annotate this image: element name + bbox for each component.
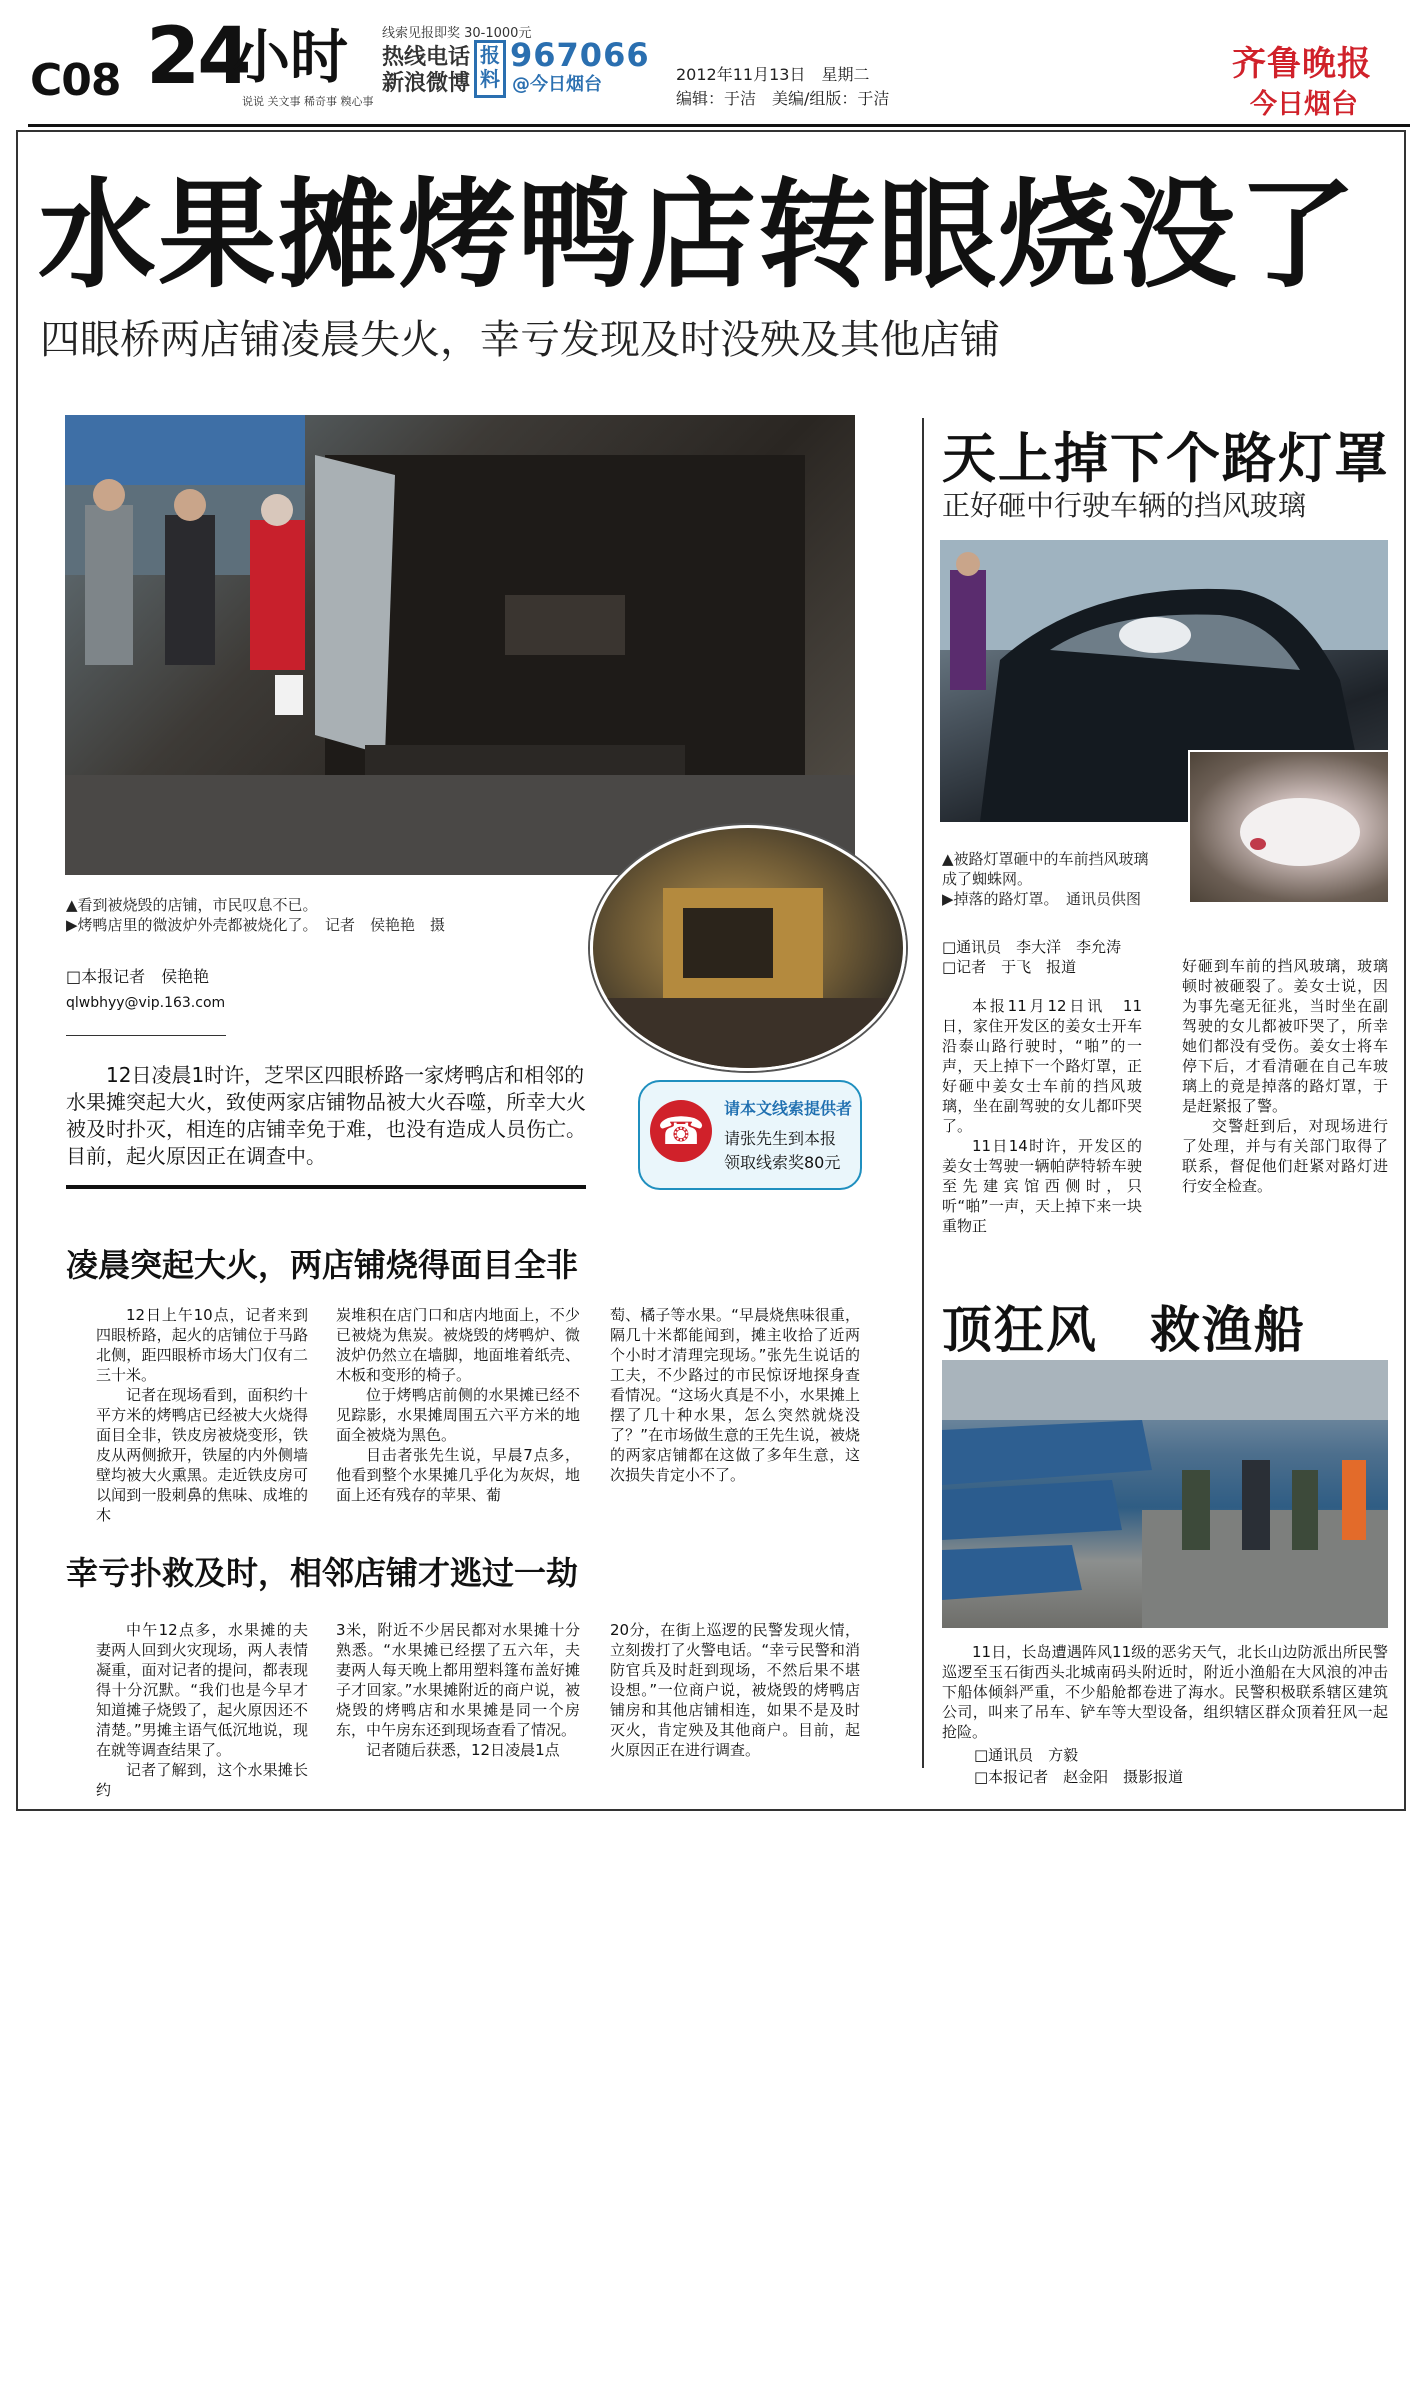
reward-box	[638, 1080, 862, 1190]
paragraph: 炭堆积在店门口和店内地面上，不少已被烧为焦炭。被烧毁的烤鸭炉、微波炉仍然立在墙脚，地面堆着纸壳、木板和变形的椅子。	[336, 1306, 580, 1384]
reward-text: 领取线索奖80元	[724, 1153, 841, 1172]
side-subheadline: 正好砸中行驶车辆的挡风玻璃	[942, 489, 1307, 522]
paragraph: 好砸到车前的挡风玻璃，玻璃顿时被砸裂了。姜女士说，因为事先毫无征兆，当时坐在副驾驶的女儿都被吓哭了，所幸她们都没有受伤。姜女士将车停下后，才看清砸在自己车玻璃上的竟是掉落的路灯罩，于是赶紧报了警。	[1182, 957, 1388, 1115]
paragraph: 中午12点多，水果摊的夫妻两人回到火灾现场，两人表情凝重，面对记者的提问，都表现得十分沉默。“我们也是今早才知道摊子烧毁了，起火原因还不清楚。”男摊主语气低沉地说，现在就等调查结果了。	[96, 1621, 308, 1759]
lead-paragraph: 12日凌晨1时许，芝罘区四眼桥路一家烤鸭店和相邻的水果摊突起大火，致使两家店铺物品被大火吞噬，所幸大火被及时扑灭，相连的店铺幸免于难，也没有造成人员伤亡。目前，起火原因正在调查中。	[66, 1063, 586, 1168]
reward-text: 请张先生到本报	[724, 1129, 837, 1148]
baoliao-badge: 报料	[474, 40, 506, 98]
weibo-handle: @今日烟台	[512, 74, 602, 95]
page-number: C08	[30, 55, 121, 106]
hotline-label: 热线电话	[382, 45, 471, 70]
photo-caption: ▲看到被烧毁的店铺，市民叹息不已。	[66, 896, 318, 914]
rescue-illustration	[942, 1360, 1388, 1628]
paragraph: 11日14时许，开发区的姜女士驾驶一辆帕萨特轿车驶至先建宾馆西侧时，只听“啪”一声，天上掉下来一块重物正	[942, 1137, 1142, 1235]
microwave-illustration	[593, 828, 903, 1068]
burnt-microwave-photo	[590, 825, 906, 1071]
paragraph: 记者了解到，这个水果摊长约	[96, 1761, 308, 1799]
paragraph: 记者在现场看到，面积约十平方米的烤鸭店已经被大火烧得面目全非，铁皮房被烧变形，铁皮从两侧掀开，铁屋的内外侧墙壁均被大火熏黑。走近铁皮房可以闻到一股刺鼻的焦味、成堆的木	[96, 1386, 308, 1524]
fire-scene-illustration	[65, 415, 855, 875]
hotline-number: 967066	[510, 36, 650, 74]
divider	[66, 1185, 586, 1189]
side-headline: 天上掉下个路灯罩	[942, 427, 1390, 490]
main-subheadline: 四眼桥两店铺凌晨失火，幸亏发现及时没殃及其他店铺	[40, 317, 1000, 363]
photo-caption: ▶掉落的路灯罩。 通讯员供图	[942, 890, 1142, 908]
newspaper-masthead: 齐鲁晚报	[1232, 44, 1372, 84]
fire-scene-photo	[65, 415, 855, 875]
photo-caption: ▶烤鸭店里的微波炉外壳都被烧化了。 记者 侯艳艳 摄	[66, 916, 446, 934]
column-divider	[922, 418, 924, 1768]
article-body	[942, 1642, 1388, 1742]
byline: □本报记者 赵金阳 摄影报道	[974, 1768, 1184, 1786]
paragraph: 12日上午10点，记者来到四眼桥路，起火的店铺位于马路北侧，距四眼桥市场大门仅有二三十米。	[96, 1306, 308, 1384]
paragraph: 位于烤鸭店前侧的水果摊已经不见踪影，水果摊周围五六平方米的地面全被烧为黑色。	[336, 1386, 580, 1444]
byline: □通讯员 李大洋 李允涛	[942, 938, 1122, 956]
lamp-shade-illustration	[1190, 752, 1388, 902]
editor-credits: 编辑：于洁 美编/组版：于洁	[676, 89, 890, 108]
section-logo-tagline: 说说 关文事 稀奇事 糗心事	[242, 95, 374, 108]
issue-date: 2012年11月13日 星期二	[676, 65, 870, 84]
paragraph: 交警赶到后，对现场进行了处理，并与有关部门取得了联系，督促他们赶紧对路灯进行安全检查。	[1182, 1117, 1388, 1195]
reporter-email: qlwbhyy@vip.163.com	[66, 995, 226, 1011]
paragraph: 11日，长岛遭遇阵风11级的恶劣天气，北长山边防派出所民警巡逻至玉石街西头北城南码头附近时，附近小渔船在大风浪的冲击下船体倾斜严重，不少船舱都卷进了海水。民警积极联系辖区建筑公司，叫来了吊车、铲车等大型设备，组织辖区群众顶着狂风一起抢险。	[942, 1643, 1388, 1741]
paragraph: 萄、橘子等水果。“早晨烧焦味很重，隔几十米都能闻到，摊主收拾了近两个小时才清理完现场。”张先生说话的工夫，不少路过的市民惊讶地探身查看情况。“这场火真是不小，水果摊上摆了几十种水果，怎么突然就烧没了？”在市场做生意的王先生说，被烧的两家店铺都在这做了多年生意，这次损失肯定小不了。	[610, 1306, 860, 1484]
section-logo-text: 小时	[232, 23, 349, 91]
section-logo-number: 24	[146, 12, 249, 102]
article-column	[336, 1305, 580, 1505]
edition-name: 今日烟台	[1250, 89, 1358, 120]
header-rule	[28, 124, 1410, 127]
weibo-label: 新浪微博	[382, 71, 471, 96]
rescue-boat-photo	[942, 1360, 1388, 1628]
article-column	[336, 1620, 580, 1760]
lamp-shade-photo	[1188, 750, 1390, 904]
paragraph: 记者随后获悉，12日凌晨1点	[366, 1741, 560, 1759]
reward-title: 请本文线索提供者	[724, 1099, 853, 1118]
photo-caption: ▲被路灯罩砸中的车前挡风玻璃	[942, 850, 1149, 868]
byline: □记者 于飞 报道	[942, 958, 1077, 976]
byline: □通讯员 方毅	[974, 1746, 1079, 1764]
main-headline: 水果摊烤鸭店转眼烧没了	[38, 166, 1359, 304]
paragraph: 本报11月12日讯 11日，家住开发区的姜女士开车沿泰山路行驶时，“啪”的一声，天上掉下一个路灯罩，正好砸中姜女士车前的挡风玻璃，坐在副驾驶的女儿都吓哭了。	[942, 997, 1142, 1135]
photo-caption: 成了蜘蛛网。	[942, 870, 1033, 888]
article-column	[1182, 956, 1388, 1196]
byline: □本报记者 侯艳艳	[66, 967, 210, 986]
side-headline: 顶狂风 救渔船	[942, 1301, 1306, 1359]
divider	[66, 1035, 226, 1036]
phone-icon: ☎	[650, 1100, 712, 1162]
article-column	[610, 1305, 860, 1485]
paragraph: 20分，在街上巡逻的民警发现火情，立刻拨打了火警电话。“幸亏民警和消防官兵及时赶到现场，不然后果不堪设想。”一位商户说，被烧毁的烤鸭店铺房和其他店铺相连，如果不是及时灭火，肯定殃及其他商户。目前，起火原因正在进行调查。	[610, 1621, 860, 1759]
section-heading: 凌晨突起大火，两店铺烧得面目全非	[66, 1246, 579, 1284]
article-column	[942, 996, 1142, 1236]
article-column	[96, 1620, 308, 1800]
section-heading: 幸亏扑救及时，相邻店铺才逃过一劫	[66, 1554, 579, 1592]
article-column	[96, 1305, 308, 1525]
paragraph: 3米，附近不少居民都对水果摊十分熟悉。“水果摊已经摆了五六年，夫妻两人每天晚上都用塑料篷布盖好摊子才回家。”水果摊附近的商户说，被烧毁的烤鸭店和水果摊是同一个房东，中午房东还到现场查看了情况。	[336, 1621, 580, 1739]
reward-note: 线索见报即奖 30-1000元	[382, 26, 532, 41]
article-column	[610, 1620, 860, 1760]
paragraph: 目击者张先生说，早晨7点多，他看到整个水果摊几乎化为灰烬，地面上还有残存的苹果、葡	[336, 1446, 580, 1504]
